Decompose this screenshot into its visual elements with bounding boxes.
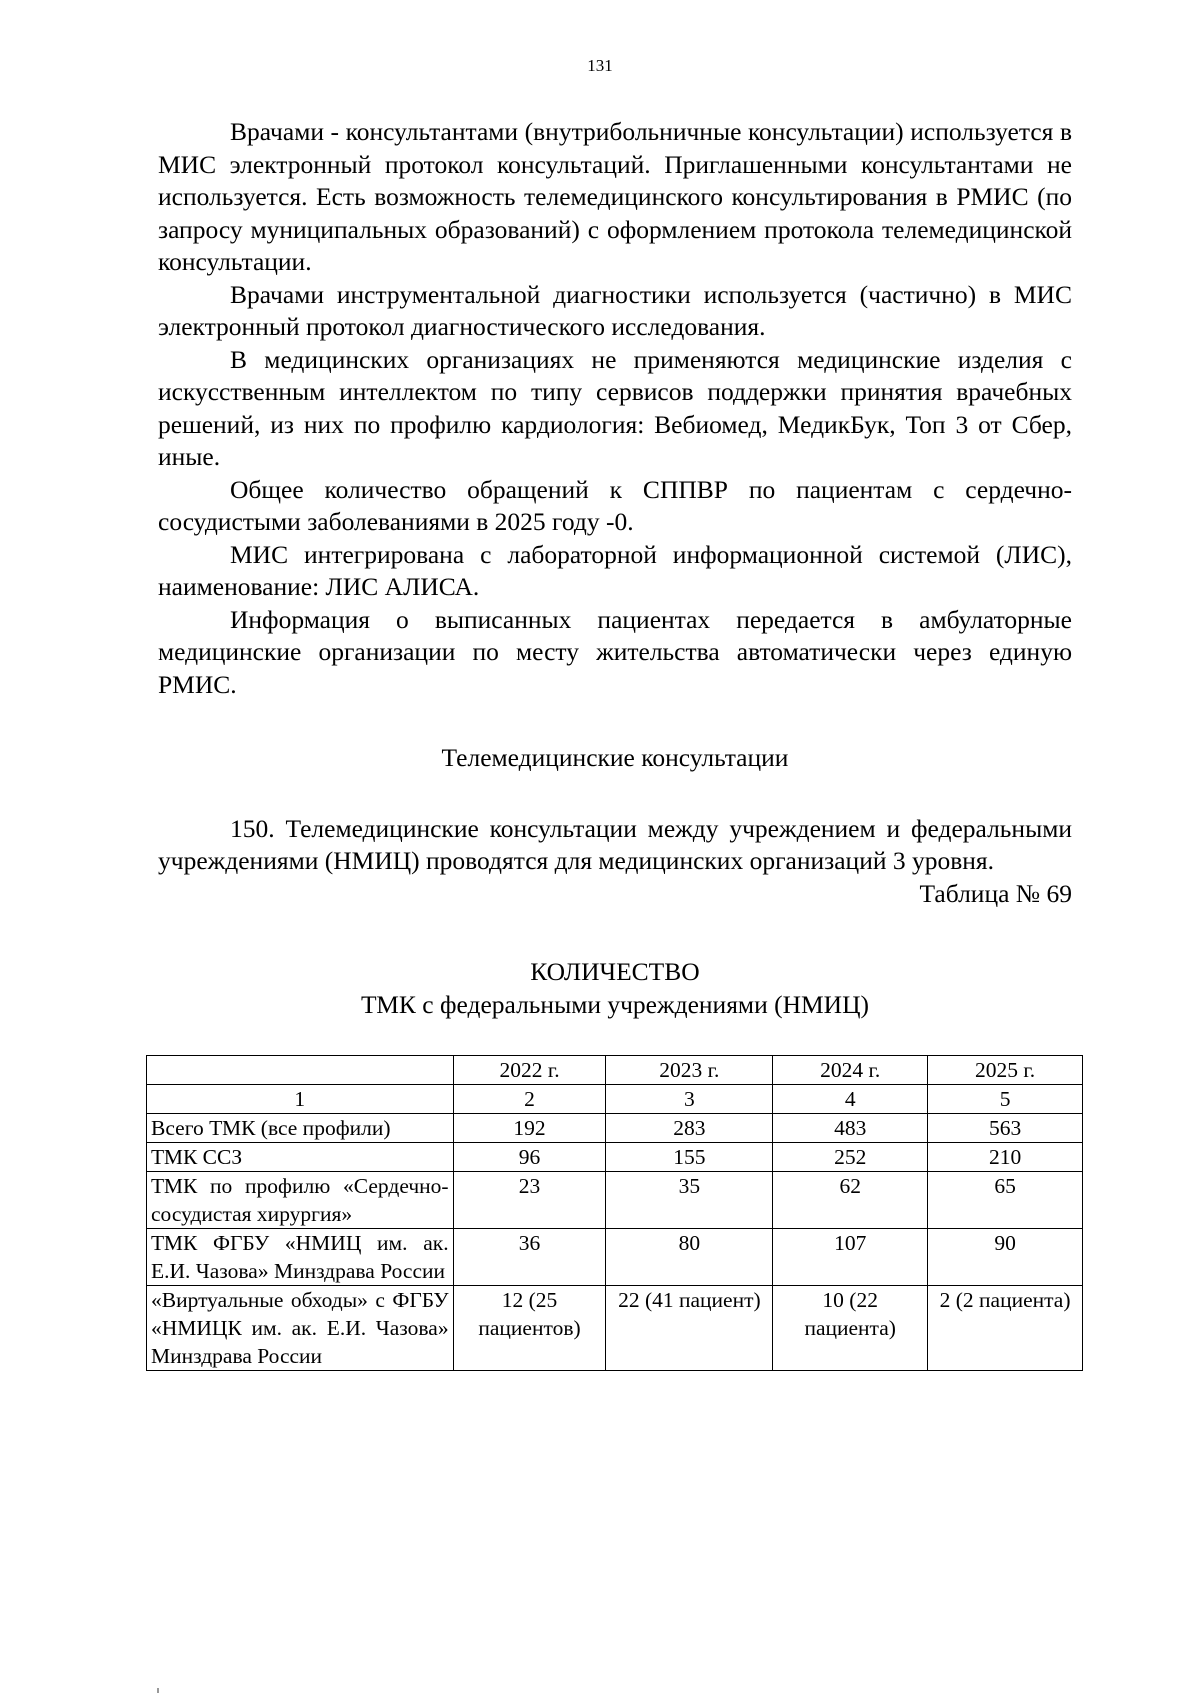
table-cell: 22 (41 пациент) (606, 1286, 773, 1371)
table-subtitle: ТМК с федеральными учреждениями (НМИЦ) (360, 989, 869, 1019)
table-cell: 62 (773, 1172, 928, 1229)
table-cell: 80 (606, 1229, 773, 1286)
column-number-cell: 1 (147, 1085, 454, 1114)
paragraph-ai-devices: В медицинских организациях не применяются медицинские изделия с искусственным интеллектом по типу сервисов поддержки принятия врачебных решений, из них по профилю кардиология: Вебиомед, МедикБук, Топ 3 от Сбер, иные. (158, 344, 1072, 471)
column-number-cell: 2 (453, 1085, 606, 1114)
table-cell: 90 (928, 1229, 1083, 1286)
column-number-cell: 3 (606, 1085, 773, 1114)
paragraph-discharged-patients: Информация о выписанных пациентах передается в амбулаторные медицинские организации по месту жительства автоматически через единую РМИС. (158, 604, 1072, 699)
table-cell: 155 (606, 1143, 773, 1172)
paragraph-lis-integration: МИС интегрирована с лабораторной информационной системой (ЛИС), наименование: ЛИС АЛИСА. (158, 539, 1072, 601)
paragraph-sppvr-requests: Общее количество обращений к СППВР по пациентам с сердечно-сосудистыми заболеваниями в 2025 году -0. (158, 474, 1072, 536)
column-number-cell: 4 (773, 1085, 928, 1114)
paragraph-instrumental-diagnostics: Врачами инструментальной диагностики используется (частично) в МИС электронный протокол диагностического исследования. (158, 279, 1072, 341)
document-body (158, 116, 1072, 1021)
table-title: КОЛИЧЕСТВО (530, 957, 700, 986)
table-cell: 12 (25 пациентов) (453, 1286, 606, 1371)
page-number: 131 (587, 56, 613, 75)
table-column-numbers-row (147, 1085, 1083, 1114)
table-cell: 35 (606, 1172, 773, 1229)
table-number: Таблица № 69 (919, 878, 1072, 908)
header-cell: 2022 г. (453, 1056, 606, 1085)
table-row (147, 1229, 1083, 1286)
table-row (147, 1172, 1083, 1229)
table-row (147, 1286, 1083, 1371)
row-label: «Виртуальные обходы» с ФГБУ «НМИЦК им. ак. Е.И. Чазова» Минздрава России (147, 1286, 454, 1371)
table-cell: 2 (2 пациента) (928, 1286, 1083, 1371)
table-cell: 483 (773, 1114, 928, 1143)
header-cell: 2024 г. (773, 1056, 928, 1085)
table-header-row (147, 1056, 1083, 1085)
table-cell: 36 (453, 1229, 606, 1286)
table-row (147, 1143, 1083, 1172)
header-cell (147, 1056, 454, 1085)
table-cell: 192 (453, 1114, 606, 1143)
row-label: ТМК по профилю «Сердечно-сосудистая хирургия» (147, 1172, 454, 1229)
paragraph-150: 150. Телемедицинские консультации между учреждением и федеральными учреждениями (НМИЦ) проводятся для медицинских организаций 3 уровня. (158, 813, 1072, 875)
table-row (147, 1114, 1083, 1143)
table-cell: 10 (22 пациента) (773, 1286, 928, 1371)
header-cell: 2023 г. (606, 1056, 773, 1085)
row-label: ТМК ФГБУ «НМИЦ им. ак. Е.И. Чазова» Минздрава России (147, 1229, 454, 1286)
row-label: ТМК ССЗ (147, 1143, 454, 1172)
table-cell: 23 (453, 1172, 606, 1229)
table-cell: 96 (453, 1143, 606, 1172)
scan-mark (157, 1688, 159, 1693)
table-cell: 283 (606, 1114, 773, 1143)
tmk-table (146, 1055, 1083, 1371)
section-heading: Телемедицинские консультации (441, 743, 789, 772)
paragraph-consultants: Врачами - консультантами (внутрибольничные консультации) используется в МИС электронный протокол консультаций. Приглашенными консультантами не используется. Есть возможность телемедицинского консультирования в РМИС (по запросу муниципальных образований) с оформлением протокола телемедицинской консультации. (158, 117, 1072, 276)
table-cell: 107 (773, 1229, 928, 1286)
table-cell: 65 (928, 1172, 1083, 1229)
row-label: Всего ТМК (все профили) (147, 1114, 454, 1143)
column-number-cell: 5 (928, 1085, 1083, 1114)
table-cell: 252 (773, 1143, 928, 1172)
header-cell: 2025 г. (928, 1056, 1083, 1085)
table-cell: 210 (928, 1143, 1083, 1172)
table-cell: 563 (928, 1114, 1083, 1143)
